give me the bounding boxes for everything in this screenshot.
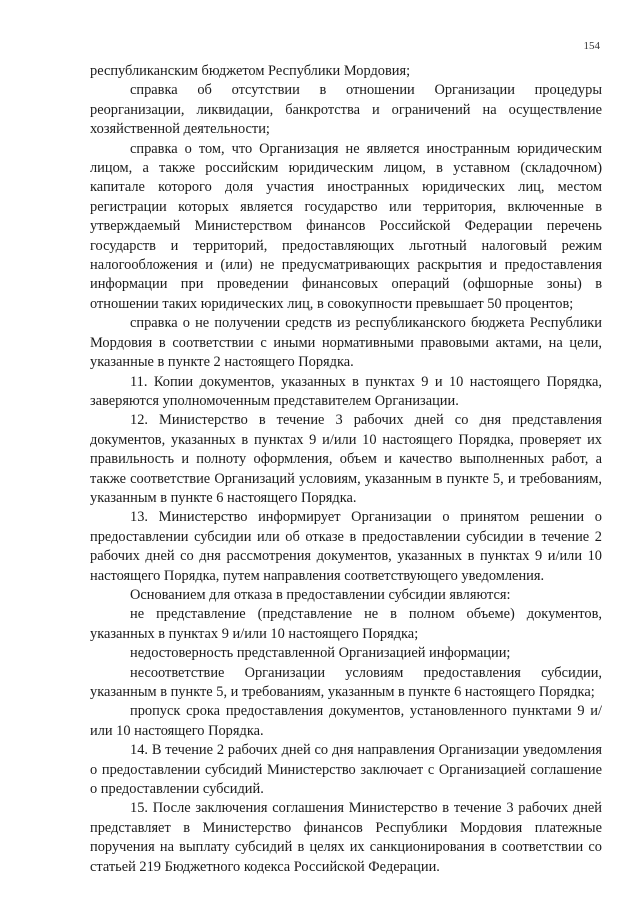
paragraph: 12. Министерство в течение 3 рабочих дней со дня представления документов, указанных в пунктах 9 и/или 10 настоящего Порядка, проверяет их правильность и полноту оформления, объем и качество выполненных работ, а также соответствие Организаций условиям, указанным в пункте 5, и требованиям, указанным в пункте 6 настоящего Порядка. bbox=[90, 412, 602, 506]
paragraph: несоответствие Организации условиям предоставления субсидии, указанным в пункте 5, и требованиям, указанным в пункте 6 настоящего Порядка; bbox=[90, 664, 602, 700]
paragraph: пропуск срока предоставления документов, установленного пунктами 9 и/или 10 настоящего Порядка. bbox=[90, 703, 602, 739]
paragraph: справка о не получении средств из республиканского бюджета Республики Мордовия в соответствии с иными нормативными правовыми актами, на цели, указанные в пункте 2 настоящего Порядка. bbox=[90, 315, 602, 371]
paragraph: 13. Министерство информирует Организации о принятом решении о предоставлении субсидии или об отказе в предоставлении субсидии в течение 2 рабочих дней со дня рассмотрения документов, указанных в пунктах 9 и/или 10 настоящего Порядка, путем направления соответствующего уведомления. bbox=[90, 509, 602, 584]
paragraph: 14. В течение 2 рабочих дней со дня направления Организации уведомления о предоставлении субсидий Министерство заключает с Организацией соглашение о предоставлении субсидий. bbox=[90, 742, 602, 798]
paragraph: справка об отсутствии в отношении Организации процедуры реорганизации, ликвидации, банкротства и ограничений на осуществление хозяйственной деятельности; bbox=[90, 82, 602, 138]
paragraph: недостоверность представленной Организацией информации; bbox=[130, 645, 511, 662]
paragraph: Основанием для отказа в предоставлении субсидии являются: bbox=[130, 586, 511, 603]
paragraph: 11. Копии документов, указанных в пунктах 9 и 10 настоящего Порядка, заверяются уполномоченным представителем Организации. bbox=[90, 373, 602, 409]
paragraph: справка о том, что Организация не является иностранным юридическим лицом, а также российским юридическим лицом, в уставном (складочном) капитале которого доля участия иностранных юридических лиц, местом регистрации которых является государство или территория, включенные в утверждаемый Министерством финансов Российской Федерации перечень государств и территорий, предоставляющих льготный налоговый режим налогообложения и (или) не предусматривающих раскрытия и предоставления информации при проведении финансовых операций (офшорные зоны) в отношении таких юридических лиц, в совокупности превышает 50 процентов; bbox=[90, 140, 602, 312]
page-number: 154 bbox=[583, 40, 600, 52]
paragraph: республиканским бюджетом Республики Мордовия; bbox=[90, 63, 411, 79]
paragraph: 15. После заключения соглашения Министерство в течение 3 рабочих дней представляет в Министерство финансов Республики Мордовия платежные поручения на выплату субсидий в целях их санкционирования в соответствии со статьей 219 Бюджетного кодекса Российской Федерации. bbox=[90, 800, 602, 875]
document-body bbox=[90, 62, 602, 877]
paragraph: не представление (представление не в полном объеме) документов, указанных в пунктах 9 и/или 10 настоящего Порядка; bbox=[90, 606, 602, 642]
